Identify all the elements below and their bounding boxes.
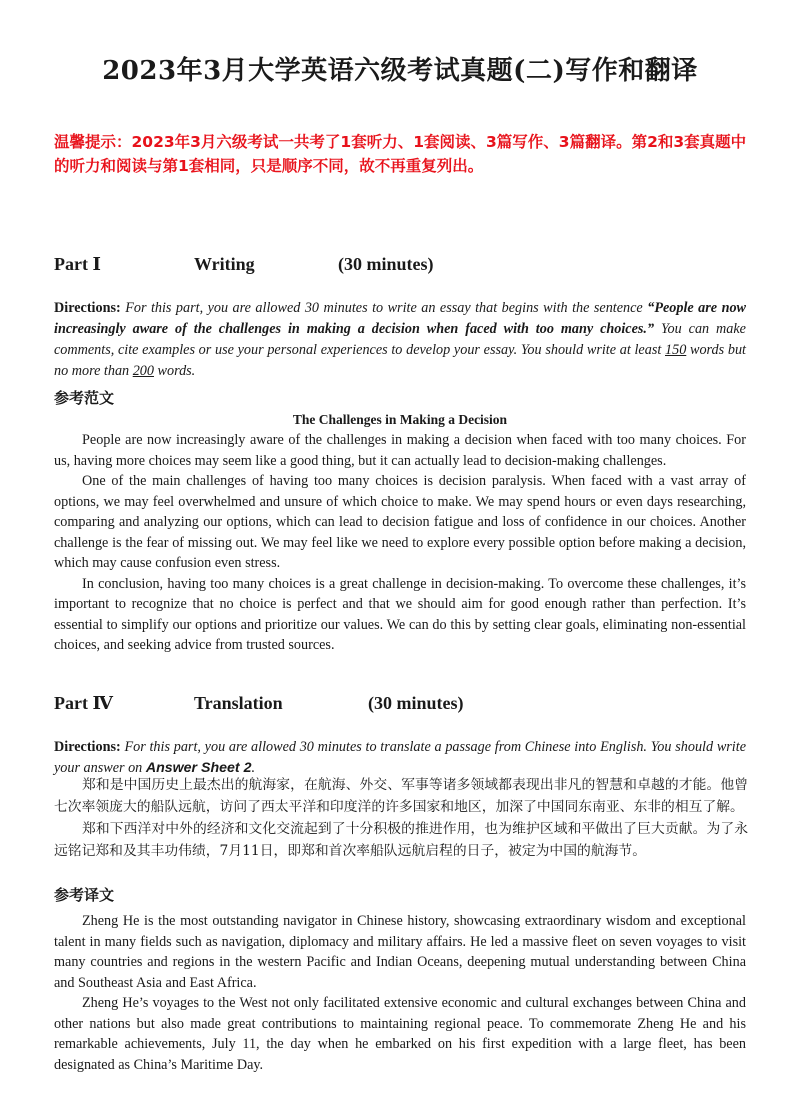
translation-part-heading bbox=[54, 693, 754, 719]
translation-part-name: Translation bbox=[194, 693, 283, 713]
writing-part-time: (30 minutes) bbox=[338, 254, 434, 274]
translation-directions-label: Directions: bbox=[54, 739, 121, 755]
reference-translation-heading: 参考译文 bbox=[54, 886, 115, 904]
essay-paragraph: In conclusion, having too many choices is a great challenge in decision-making. To overcome these challenges, it’s important to recognize that no choice is perfect and that we should aim for good enough rather than perfection. It’s essential to simplify our options and prioritize our values. We can do this by setting clear goals, eliminating non-essential choices, and seeking advice from trusted sources. bbox=[54, 575, 746, 653]
translation-paragraph: Zheng He is the most outstanding navigator in Chinese history, showcasing extraordinary wisdom and exceptional talent in many fields such as navigation, diplomacy and military affairs. He led a massive fleet on seven voyages to visit many countries and regions in the western Pacific and Indian Oceans, deepening mutual understanding between China and Southeast Asia and East Africa. bbox=[54, 913, 746, 991]
writing-directions-label: Directions: bbox=[54, 300, 121, 316]
writing-directions-text-3: words but no more than bbox=[54, 342, 746, 379]
chinese-paragraph: 郑和是中国历史上最杰出的航海家，在航海、外交、军事等诸多领域都表现出非凡的智慧和卓越的才能。他曾七次率领庞大的船队远航，访问了西太平洋和印度洋的许多国家和地区，加深了中国同东南亚、东非的相互了解。 bbox=[54, 777, 748, 815]
writing-directions-text-2: You can make comments, cite examples or use your personal experiences to develop your essay. You should write at least bbox=[54, 321, 746, 358]
essay-paragraph: One of the main challenges of having too many choices is decision paralysis. When faced with a vast array of options, we may feel overwhelmed and unsure of which choice to make. We may spend hours or even days researching, comparing and analyzing our options, which can lead to decision fatigue and loss of confidence in our choices. Another challenge is the fear of missing out. We may feel like we need to explore every possible option before making a decision, which may cause confusion even stress. bbox=[54, 473, 746, 571]
translation-paragraph: Zheng He’s voyages to the West not only facilitated extensive economic and cultural exchanges between China and other nations but also made great contributions to maintaining regional peace. To commemorate Zheng He and his remarkable achievements, July 11, the day when he embarked on his first expedition with a large fleet, has been designated as China’s Maritime Day. bbox=[54, 995, 746, 1073]
writing-min-words: 150 bbox=[665, 342, 687, 358]
answer-sheet-label: Answer Sheet 2 bbox=[145, 760, 252, 776]
writing-directions bbox=[54, 298, 746, 382]
chinese-paragraph: 郑和下西洋对中外的经济和文化交流起到了十分积极的推进作用，也为维护区域和平做出了巨大贡献。为了永远铭记郑和及其丰功伟绩，7月11日，即郑和首次率船队远航启程的日子，被定为中国的航海节。 bbox=[54, 821, 748, 859]
writing-prompt-sentence: “People are now increasingly aware of the challenges in making a decision when faced with too many choices.” bbox=[54, 300, 747, 337]
writing-part-name: Writing bbox=[194, 254, 255, 274]
translation-directions-text-1: For this part, you are allowed 30 minutes to translate a passage from Chinese into English. You should write your answer on bbox=[54, 739, 746, 776]
writing-part-number: Part Ⅰ bbox=[54, 254, 101, 274]
chinese-source-passage bbox=[54, 774, 748, 862]
reminder-notice: 温馨提示：2023年3月六级考试一共考了1套听力、1套阅读、3篇写作、3篇翻译。第2和3套真题中的听力和阅读与第1套相同，只是顺序不同，故不再重复列出。 bbox=[54, 133, 747, 175]
writing-max-words: 200 bbox=[132, 363, 154, 379]
translation-directions bbox=[54, 737, 746, 779]
translation-part-time: (30 minutes) bbox=[368, 693, 464, 713]
sample-essay-body bbox=[54, 430, 746, 656]
writing-part-heading bbox=[54, 254, 754, 280]
reference-translation-body bbox=[54, 911, 746, 1075]
essay-paragraph: People are now increasingly aware of the challenges in making a decision when faced with too many choices. For us, having more choices may seem like a good thing, but it can actually lead to decision-making challenges. bbox=[54, 432, 746, 469]
translation-directions-text-2: . bbox=[251, 760, 256, 776]
writing-directions-text-4: words. bbox=[153, 363, 196, 379]
translation-part-number: Part Ⅳ bbox=[54, 693, 113, 713]
writing-directions-text-1: For this part, you are allowed 30 minutes to write an essay that begins with the sentence bbox=[120, 300, 648, 316]
sample-essay-heading: 参考范文 bbox=[54, 389, 115, 407]
page-title: 2023年3月大学英语六级考试真题(二)写作和翻译 bbox=[102, 56, 698, 86]
essay-title: The Challenges in Making a Decision bbox=[292, 412, 508, 427]
